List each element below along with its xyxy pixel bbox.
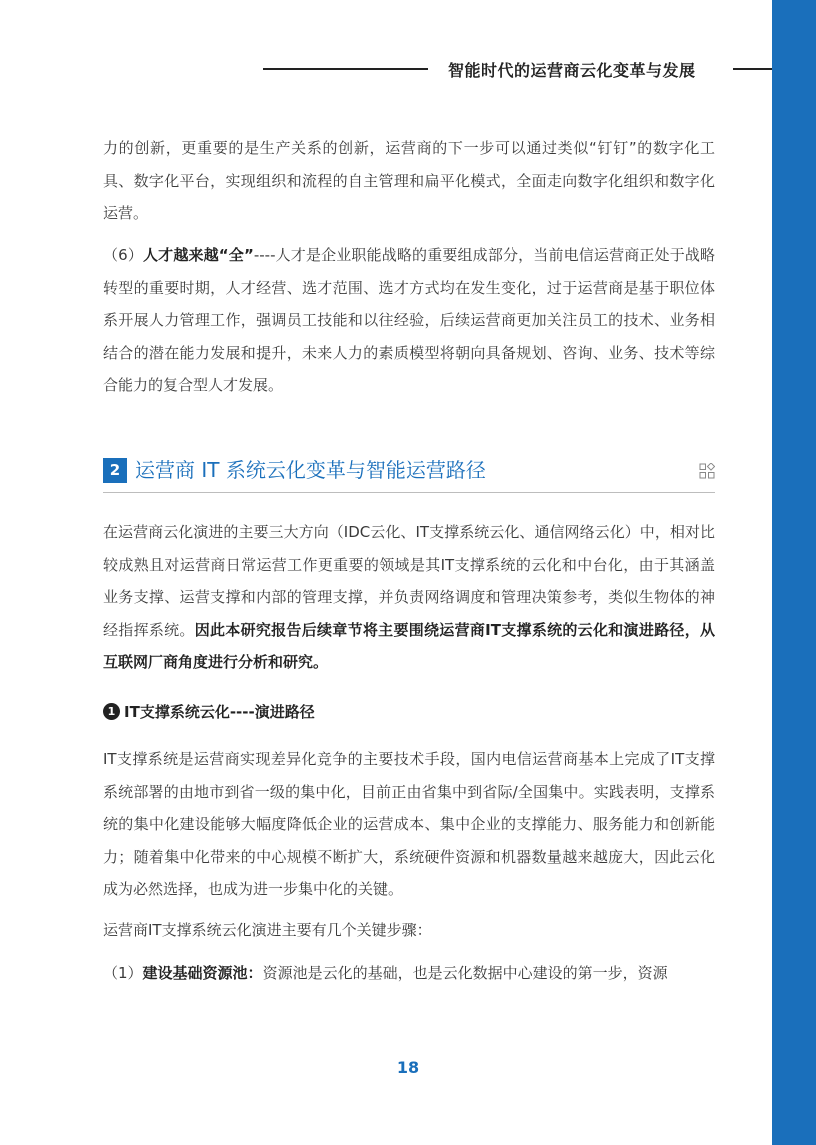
section-number: 2 <box>103 458 127 483</box>
subsection-title: IT支撑系统云化----演进路径 <box>124 703 315 721</box>
paragraph-2 <box>103 239 715 402</box>
section-rule <box>103 492 715 493</box>
section-heading <box>103 455 715 491</box>
paragraph-4: IT支撑系统是运营商实现差异化竞争的主要技术手段，国内电信运营商基本上完成了IT支撑系统部署的由地市到省一级的集中化，目前正由省集中到省际/全国集中。实践表明，支撑系统的集中化建设能够大幅度降低企业的运营成本、集中企业的支撑能力、服务能力和创新能力；随着集中化带来的中心规模不断扩大，系统硬件资源和机器数量越来越庞大，因此云化成为必然选择，也成为进一步集中化的关键。 <box>103 750 715 898</box>
paragraph-text: ----人才是企业职能战略的重要组成部分，当前电信运营商正处于战略转型的重要时期，人才经营、选才范围、选才方式均在发生变化，过于运营商是基于职位体系开展人力管理工作，强调员工技能和以往经验，后续运营商更加关注员工的技术、业务相结合的潜在能力发展和提升，未来人力的素质模型将朝向具备规划、咨询、业务、技术等综合能力的复合型人才发展。 <box>103 246 716 394</box>
running-header-title: 智能时代的运营商云化变革与发展 <box>448 61 696 80</box>
grid-diamond-icon <box>699 463 715 479</box>
paragraph-6 <box>103 957 715 990</box>
paragraph-3 <box>103 516 715 679</box>
side-color-bar <box>772 0 816 1145</box>
subsection-number: 1 <box>103 703 120 720</box>
page-number: 18 <box>396 1058 420 1077</box>
header-rule-right <box>733 68 772 70</box>
paragraph-text: 资源池是云化的基础，也是云化数据中心建设的第一步，资源 <box>262 964 668 982</box>
header-rule-left <box>263 68 428 70</box>
paragraph-1: 力的创新，更重要的是生产关系的创新，运营商的下一步可以通过类似“钉钉”的数字化工具、数字化平台，实现组织和流程的自主管理和扁平化模式，全面走向数字化组织和数字化运营。 <box>103 139 715 222</box>
list-number: （1） <box>103 964 143 982</box>
bold-conclusion: 因此本研究报告后续章节将主要围绕运营商IT支撑系统的云化和演进路径，从互联网厂商角度进行分析和研究。 <box>103 620 715 671</box>
paragraph-text: 在运营商云化演进的主要三大方向（IDC云化、IT支撑系统云化、通信网络云化）中，相对比较成熟且对运营商日常运营工作更重要的领域是其IT支撑系统的云化和中台化，由于其涵盖业务支撑、运营支撑和内部的管理支撑，并负责网络调度和管理决策参考，类似生物体的神经指挥系统。 <box>103 523 715 639</box>
section-title: 运营商 IT 系统云化变革与智能运营路径 <box>135 458 486 482</box>
list-number: （6） <box>103 246 144 264</box>
subsection-heading <box>103 701 315 725</box>
paragraph-5: 运营商IT支撑系统云化演进主要有几个关键步骤： <box>103 921 432 939</box>
bold-lead: 人才越来越“全” <box>143 246 254 264</box>
bold-lead: 建设基础资源池： <box>142 964 263 982</box>
